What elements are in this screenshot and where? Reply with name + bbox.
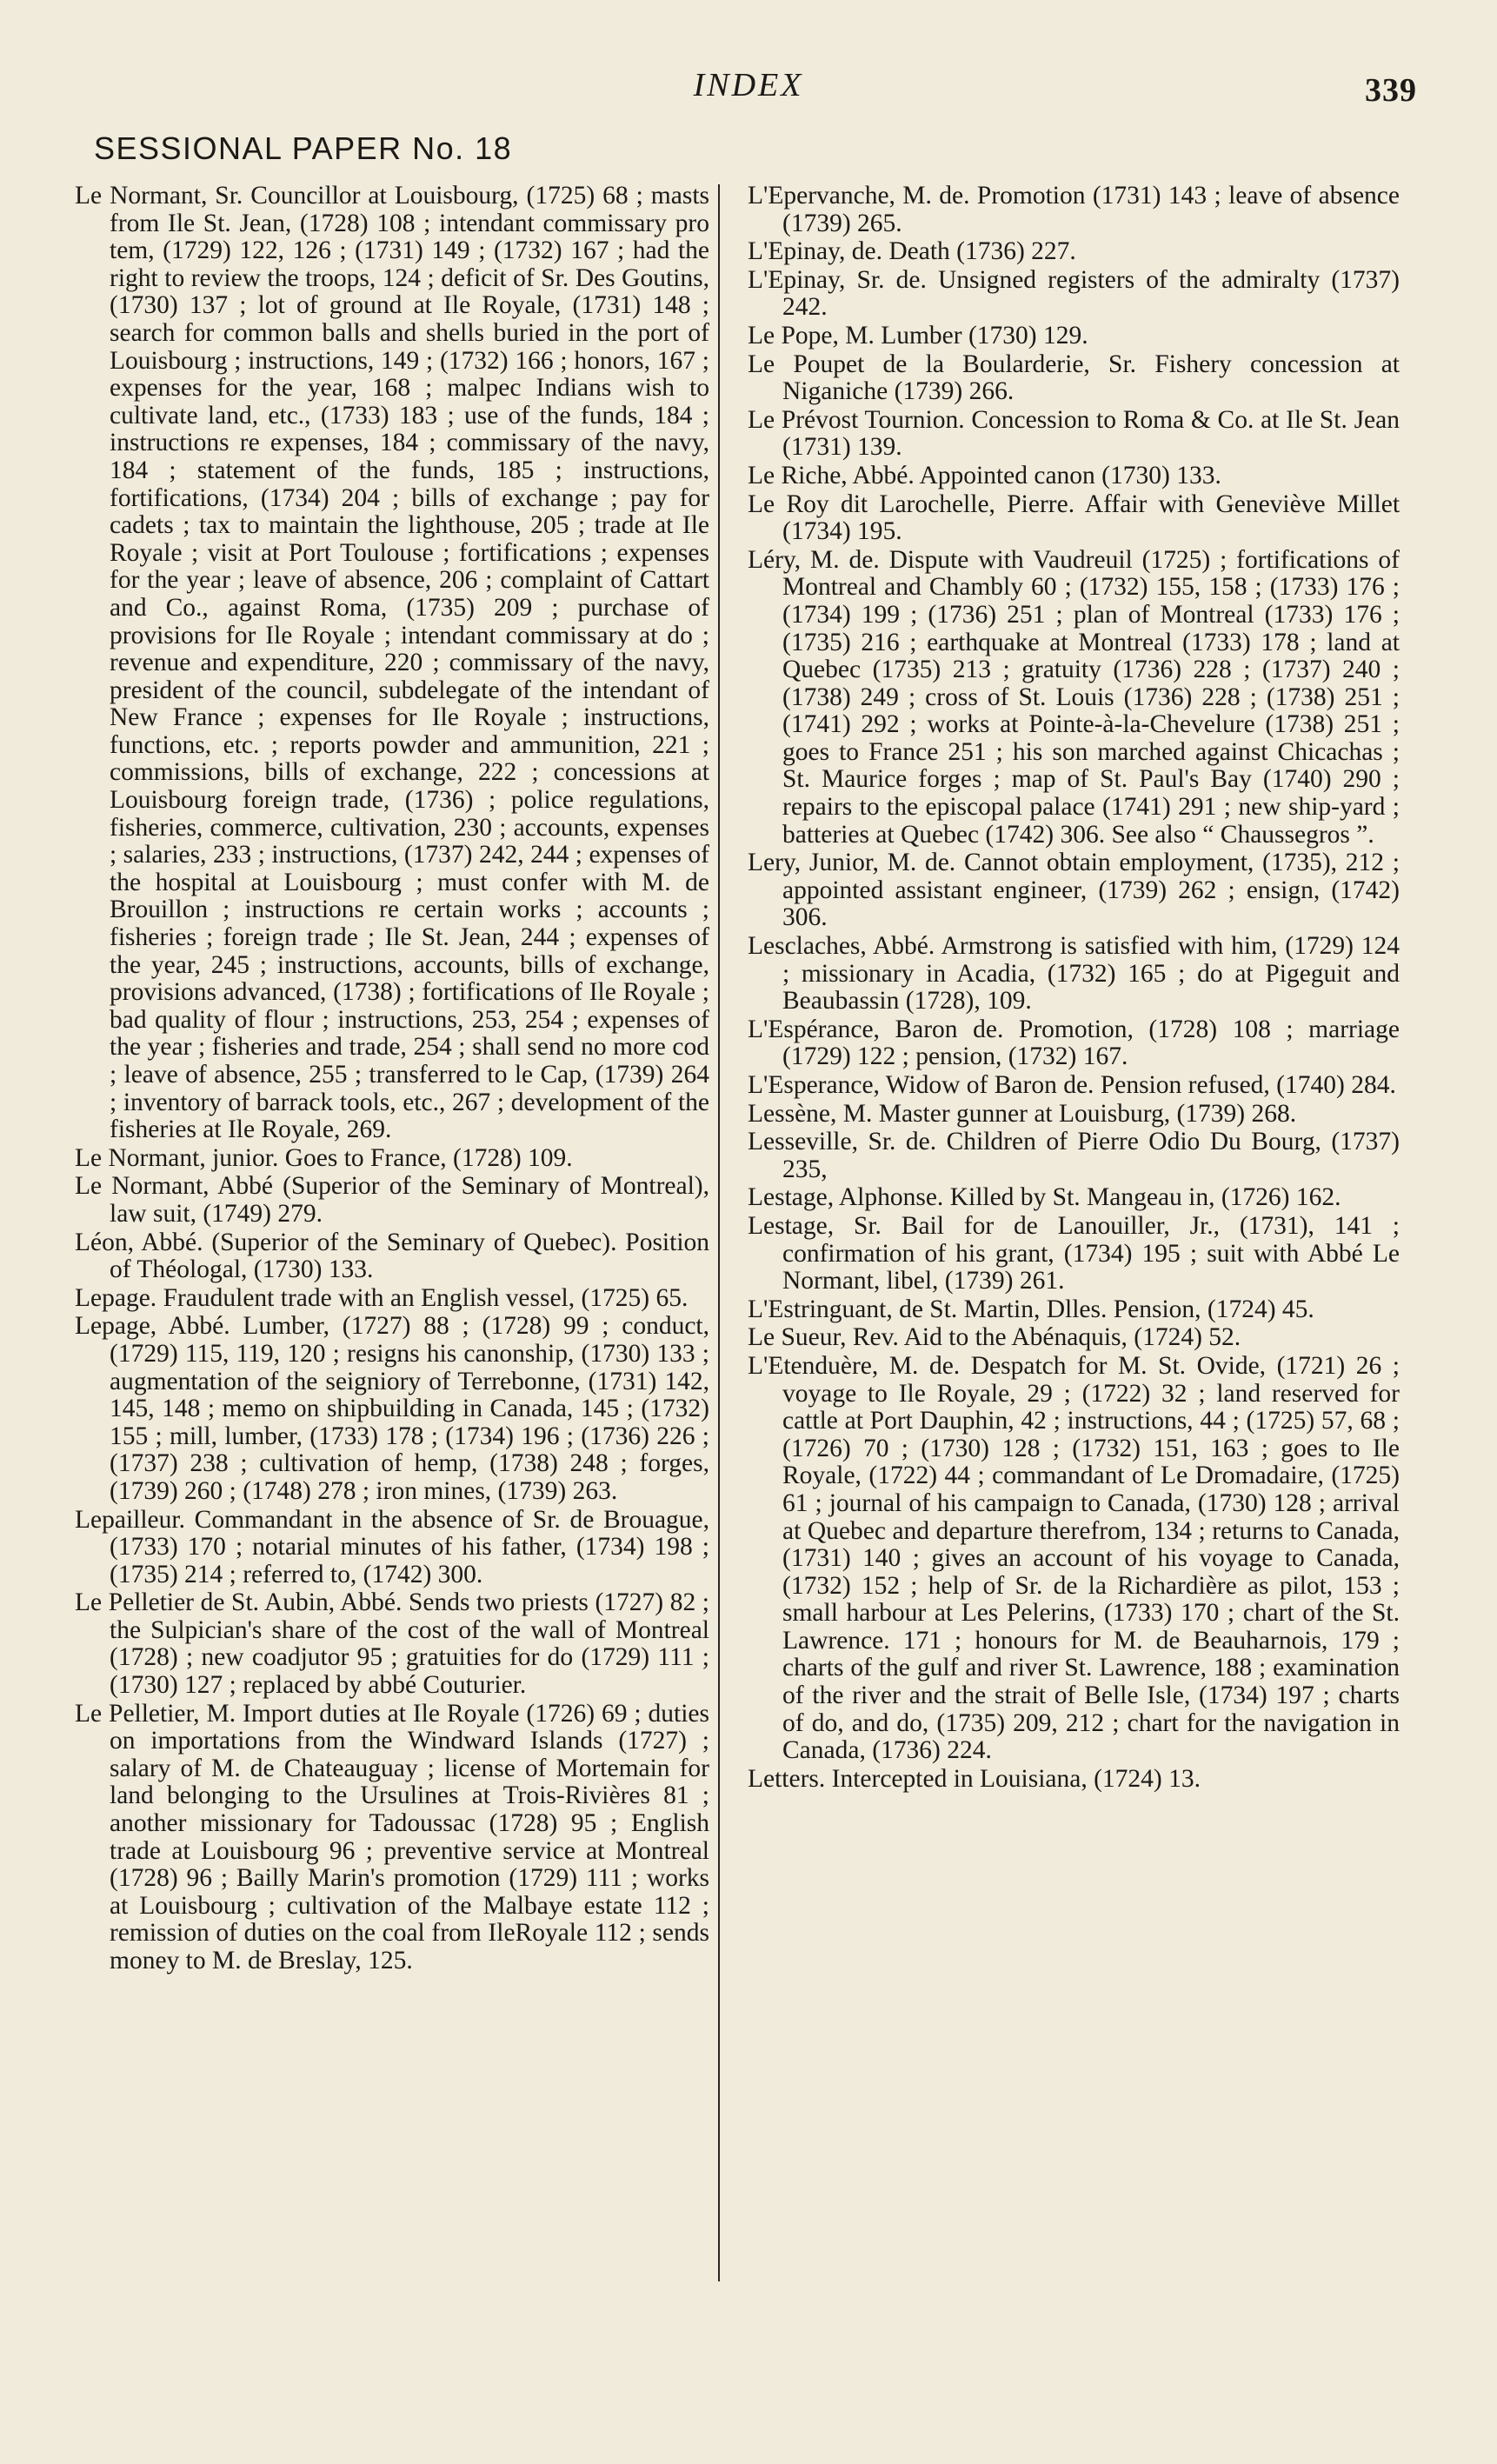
index-entry	[748, 238, 1400, 266]
index-column-left	[75, 183, 709, 1976]
entry-name: Lery, Junior, M. de.	[748, 849, 956, 877]
entry-text: Pension, (1724) 45.	[1113, 1295, 1314, 1323]
entry-name: L'Etenduère, M. de.	[748, 1351, 961, 1380]
entry-text: Pension refused, (1740) 284.	[1100, 1071, 1396, 1099]
entry-text: Promotion (1731) 143 ; leave of absence (1739) 265.	[782, 182, 1400, 237]
entry-name: Léon, Abbé.	[75, 1228, 203, 1256]
index-entry	[748, 463, 1400, 490]
entry-name: L'Epinay, de.	[748, 237, 882, 266]
entry-text: (Superior of the Seminary of Montreal), law suit, (1749) 279.	[110, 1172, 709, 1228]
index-entry	[75, 1229, 709, 1284]
entry-name: Le Pelletier de St. Aubin, Abbé.	[75, 1588, 403, 1617]
entry-text: Intercepted in Louisiana, (1724) 13.	[831, 1764, 1201, 1793]
entry-text: Lumber, (1727) 88 ; (1728) 99 ; conduct, (1729) 115, 119, 120 ; resigns his canonship, (1730) 133 ; augmentation of the seigniory of Terrebonne, (1731) 142, 145, 148 ; memo on shipbuilding in Canada, 145 ; (1732) 155 ; mill, lumber, (1733) 178 ; (1734) 196 ; (1736) 226 ; (1737) 238 ; cultivation of hemp, (1738) 248 ; forges, (1739) 260 ; (1748) 278 ; iron mines, (1739) 263.	[110, 1312, 709, 1505]
entry-name: L'Epervanche, M. de.	[748, 182, 970, 210]
index-entry	[748, 1016, 1400, 1071]
sessional-paper-label: SESSIONAL PAPER No. 18	[94, 130, 513, 166]
entry-text: Councillor at Louisbourg, (1725) 68 ; masts from Ile St. Jean, (1728) 108 ; intendant commissary pro tem, (1729) 122, 126 ; (1731) 149 ; (1732) 167 ; had the right to review the troops, 124 ; deficit of Sr. Des Goutins, (1730) 137 ; lot of ground at Ile Royale, (1731) 148 ; search for common balls and shells buried in the port of Louisbourg ; instructions, 149 ; (1732) 166 ; honors, 167 ; expenses for the year, 168 ; malpec Indians wish to cultivate land, etc., (1733) 183 ; use of the funds, 184 ; instructions re expenses, 184 ; commissary of the navy, 184 ; statement of the funds, 185 ; instructions, fortifications, (1734) 204 ; bills of exchange ; pay for cadets ; tax to maintain the lighthouse, 205 ; trade at Ile Royale ; visit at Port Toulouse ; fortifications ; expenses for the year ; leave of absence, 206 ; complaint of Cattart and Co., against Roma, (1735) 209 ; purchase of provisions for Ile Royale ; intendant commissary at do ; revenue and expenditure, 220 ; commissary of the navy, president of the council, subdelegate of the intendant of New France ; expenses for Ile Royale ; instructions, functions, etc. ; reports powder and ammunition, 221 ; commissions, bills of exchange, 222 ; concessions at Louisbourg foreign trade, (1736) ; police regulations, fisheries, commerce, cultivation, 230 ; accounts, expenses ; salaries, 233 ; instructions, (1737) 242, 244 ; expenses of the hospital at Louisbourg ; must confer with M. de Brouillon ; instructions re certain works ; accounts ; fisheries ; foreign trade ; Ile St. Jean, 244 ; expenses of the year, 245 ; instructions, accounts, bills of exchange, provisions advanced, (1738) ; fortifications of Ile Royale ; bad quality of flour ; instructions, 253, 254 ; expenses of the year ; fisheries and trade, 254 ; shall send no more cod ; leave of absence, 255 ; transferred to le Cap, (1739) 264 ; inventory of barrack tools, etc., 267 ; development of the fisheries at Ile Royale, 269.	[110, 182, 709, 1144]
entry-name: L'Esperance, Widow of Baron de.	[748, 1071, 1094, 1099]
entry-name: Lestage, Sr.	[748, 1211, 882, 1240]
entry-text: Aid to the Abénaquis, (1724) 52.	[903, 1323, 1241, 1352]
entry-name: Lestage, Alphonse.	[748, 1183, 944, 1212]
index-entry	[75, 183, 709, 1144]
index-entry	[75, 1589, 709, 1699]
entry-name: Lessène, M.	[748, 1099, 873, 1128]
entry-text: Unsigned registers of the admiralty (1737) 242.	[782, 265, 1400, 322]
entry-name: Le Normant, Sr.	[75, 182, 243, 210]
index-entry	[75, 1507, 709, 1589]
entry-text: Bail for de Lanouiller, Jr., (1731), 141 ; confirmation of his grant, (1734) 195 ; suit with Abbé Le Normant, libel, (1739) 261.	[782, 1211, 1400, 1295]
index-entry	[75, 1173, 709, 1228]
entry-text: Children of Pierre Odio Du Bourg, (1737) 235,	[782, 1128, 1401, 1183]
entry-text: Sends two priests (1727) 82 ; the Sulpician's share of the cost of the wall of Montreal (1728) ; new coadjutor 95 ; gratuities for do (1729) 111 ; (1730) 127 ; replaced by abbé Couturier.	[110, 1588, 709, 1700]
running-header-title: INDEX	[693, 67, 804, 103]
index-entry	[748, 1353, 1400, 1765]
index-entry	[75, 1701, 709, 1975]
entry-text: Concession to Roma & Co. at Ile St. Jean (1731) 139.	[782, 405, 1400, 462]
entry-text: Fishery concession at Niganiche (1739) 266.	[782, 350, 1400, 406]
entry-name: L'Epinay, Sr. de.	[748, 265, 927, 294]
entry-name: Letters.	[748, 1764, 826, 1793]
index-entry	[748, 351, 1400, 406]
index-entry	[748, 267, 1400, 322]
entry-name: Lesclaches, Abbé.	[748, 932, 935, 961]
index-entry	[748, 323, 1400, 350]
entry-name: L'Estringuant, de St. Martin, Dlles.	[748, 1295, 1108, 1323]
entry-name: Le Prévost Tournion.	[748, 405, 965, 434]
index-entry	[748, 407, 1400, 462]
entry-text: Despatch for M. St. Ovide, (1721) 26 ; voyage to Ile Royale, 29 ; (1722) 32 ; land reserved for cattle at Port Dauphin, 42 ; instructions, 44 ; (1725) 57, 68 ; (1726) 70 ; (1730) 128 ; (1732) 151, 163 ; goes to Ile Royale, (1722) 44 ; commandant of Le Dromadaire, (1725) 61 ; journal of his campaign to Canada, (1730) 128 ; arrival at Quebec and departure therefrom, 134 ; returns to Canada, (1731) 140 ; gives an account of his voyage to Canada, (1732) 152 ; help of Sr. de la Richardière as pilot, 153 ; small harbour at Les Pelerins, (1733) 170 ; chart of the St. Lawrence. 171 ; honours for M. de Beauharnois, 179 ; charts of the gulf and river St. Lawrence, 188 ; examination of the river and the strait of Belle Isle, (1734) 197 ; charts of do, and do, (1735) 209, 212 ; chart for the navigation in Canada, (1736) 224.	[782, 1351, 1401, 1765]
entry-name: Léry, M. de.	[748, 545, 880, 574]
index-entry	[748, 1766, 1400, 1794]
page-number: 339	[1365, 72, 1417, 109]
entry-name: Le Roy dit Larochelle, Pierre.	[748, 489, 1075, 518]
entry-name: Le Poupet de la Boularderie, Sr.	[748, 350, 1137, 378]
entry-text: Commandant in the absence of Sr. de Brouague, (1733) 170 ; notarial minutes of his father, (1734) 198 ; (1735) 214 ; referred to, (1742) 300.	[110, 1505, 710, 1588]
index-entry	[75, 1313, 709, 1505]
index-entry	[748, 1072, 1400, 1100]
entry-name: Le Normant, Abbé	[75, 1172, 273, 1201]
index-entry	[748, 1296, 1400, 1324]
entry-text: Lumber (1730) 129.	[881, 321, 1088, 350]
entry-text: Goes to France, (1728) 109.	[284, 1143, 573, 1172]
entry-text: Killed by St. Mangeau in, (1726) 162.	[949, 1183, 1341, 1212]
entry-text: Dispute with Vaudreuil (1725) ; fortifications of Montreal and Chambly 60 ; (1732) 155, 158 ; (1733) 176 ; (1734) 199 ; (1736) 251 ; plan of Montreal (1733) 176 ; (1735) 216 ; earthquake at Montreal (1733) 178 ; land at Quebec (1735) 213 ; gratuity (1736) 228 ; (1737) 240 ; (1738) 249 ; cross of St. Louis (1736) 228 ; (1738) 251 ; (1741) 292 ; works at Pointe-à-la-Chevelure (1738) 251 ; goes to France 251 ; his son marched against Chicachas ; St. Maurice forges ; map of St. Paul's Bay (1740) 290 ; repairs to the episcopal palace (1741) 291 ; new ship-yard ; batteries at Quebec (1742) 306. See also “ Chaussegros ”.	[782, 545, 1400, 849]
index-column-right	[748, 183, 1400, 1794]
entry-name: L'Espérance, Baron de.	[748, 1015, 1004, 1043]
entry-name: Le Riche, Abbé.	[748, 461, 915, 489]
index-entry	[748, 547, 1400, 849]
column-divider	[718, 184, 720, 2281]
entry-name: Lesseville, Sr. de.	[748, 1128, 937, 1156]
entry-name: Lepage.	[75, 1283, 157, 1312]
entry-text: Appointed canon (1730) 133.	[919, 461, 1221, 489]
entry-name: Le Pope, M.	[748, 321, 875, 350]
index-entry	[748, 933, 1400, 1016]
index-entry	[748, 1324, 1400, 1352]
index-entry	[748, 1213, 1400, 1295]
entry-name: Le Normant, junior.	[75, 1143, 279, 1172]
entry-text: Fraudulent trade with an English vessel, (1725) 65.	[163, 1283, 689, 1312]
entry-text: Death (1736) 227.	[888, 237, 1076, 266]
entry-name: Le Pelletier, M.	[75, 1699, 236, 1728]
index-entry	[748, 849, 1400, 932]
entry-text: Import duties at Ile Royale (1726) 69 ; duties on importations from the Windward Islands (1727) ; salary of M. de Chateauguay ; license of Mortemain for land belonging to the Ursulines at Trois-Rivières 81 ; another missionary for Tadoussac (1728) 95 ; English trade at Louisbourg 96 ; preventive service at Montreal (1728) 96 ; Bailly Marin's promotion (1729) 111 ; works at Louisbourg ; cultivation of the Malbaye estate 112 ; remission of duties on the coal from IleRoyale 112 ; sends money to M. de Breslay, 125.	[110, 1699, 709, 1975]
index-entry	[748, 183, 1400, 237]
entry-text: Promotion, (1728) 108 ; marriage (1729) 122 ; pension, (1732) 167.	[782, 1015, 1400, 1071]
index-entry	[748, 1101, 1400, 1129]
entry-name: Lepage, Abbé.	[75, 1312, 230, 1341]
entry-text: Affair with Geneviève Millet (1734) 195.	[782, 489, 1401, 546]
entry-text: (Superior of the Seminary of Quebec). Position of Théologal, (1730) 133.	[110, 1228, 710, 1284]
entry-name: Lepailleur.	[75, 1505, 185, 1534]
entry-name: Le Sueur, Rev.	[748, 1323, 899, 1352]
index-entry	[75, 1285, 709, 1313]
index-entry	[748, 491, 1400, 546]
index-entry	[748, 1184, 1400, 1212]
index-entry	[748, 1129, 1400, 1183]
entry-text: Master gunner at Louisburg, (1739) 268.	[878, 1099, 1297, 1128]
entry-text: Armstrong is satisfied with him, (1729) 124 ; missionary in Acadia, (1732) 165 ; do at Pigeguit and Beaubassin (1728), 109.	[782, 932, 1401, 1016]
index-entry	[75, 1145, 709, 1173]
entry-text: Cannot obtain employment, (1735), 212 ; appointed assistant engineer, (1739) 262 ; ensign, (1742) 306.	[782, 849, 1400, 932]
